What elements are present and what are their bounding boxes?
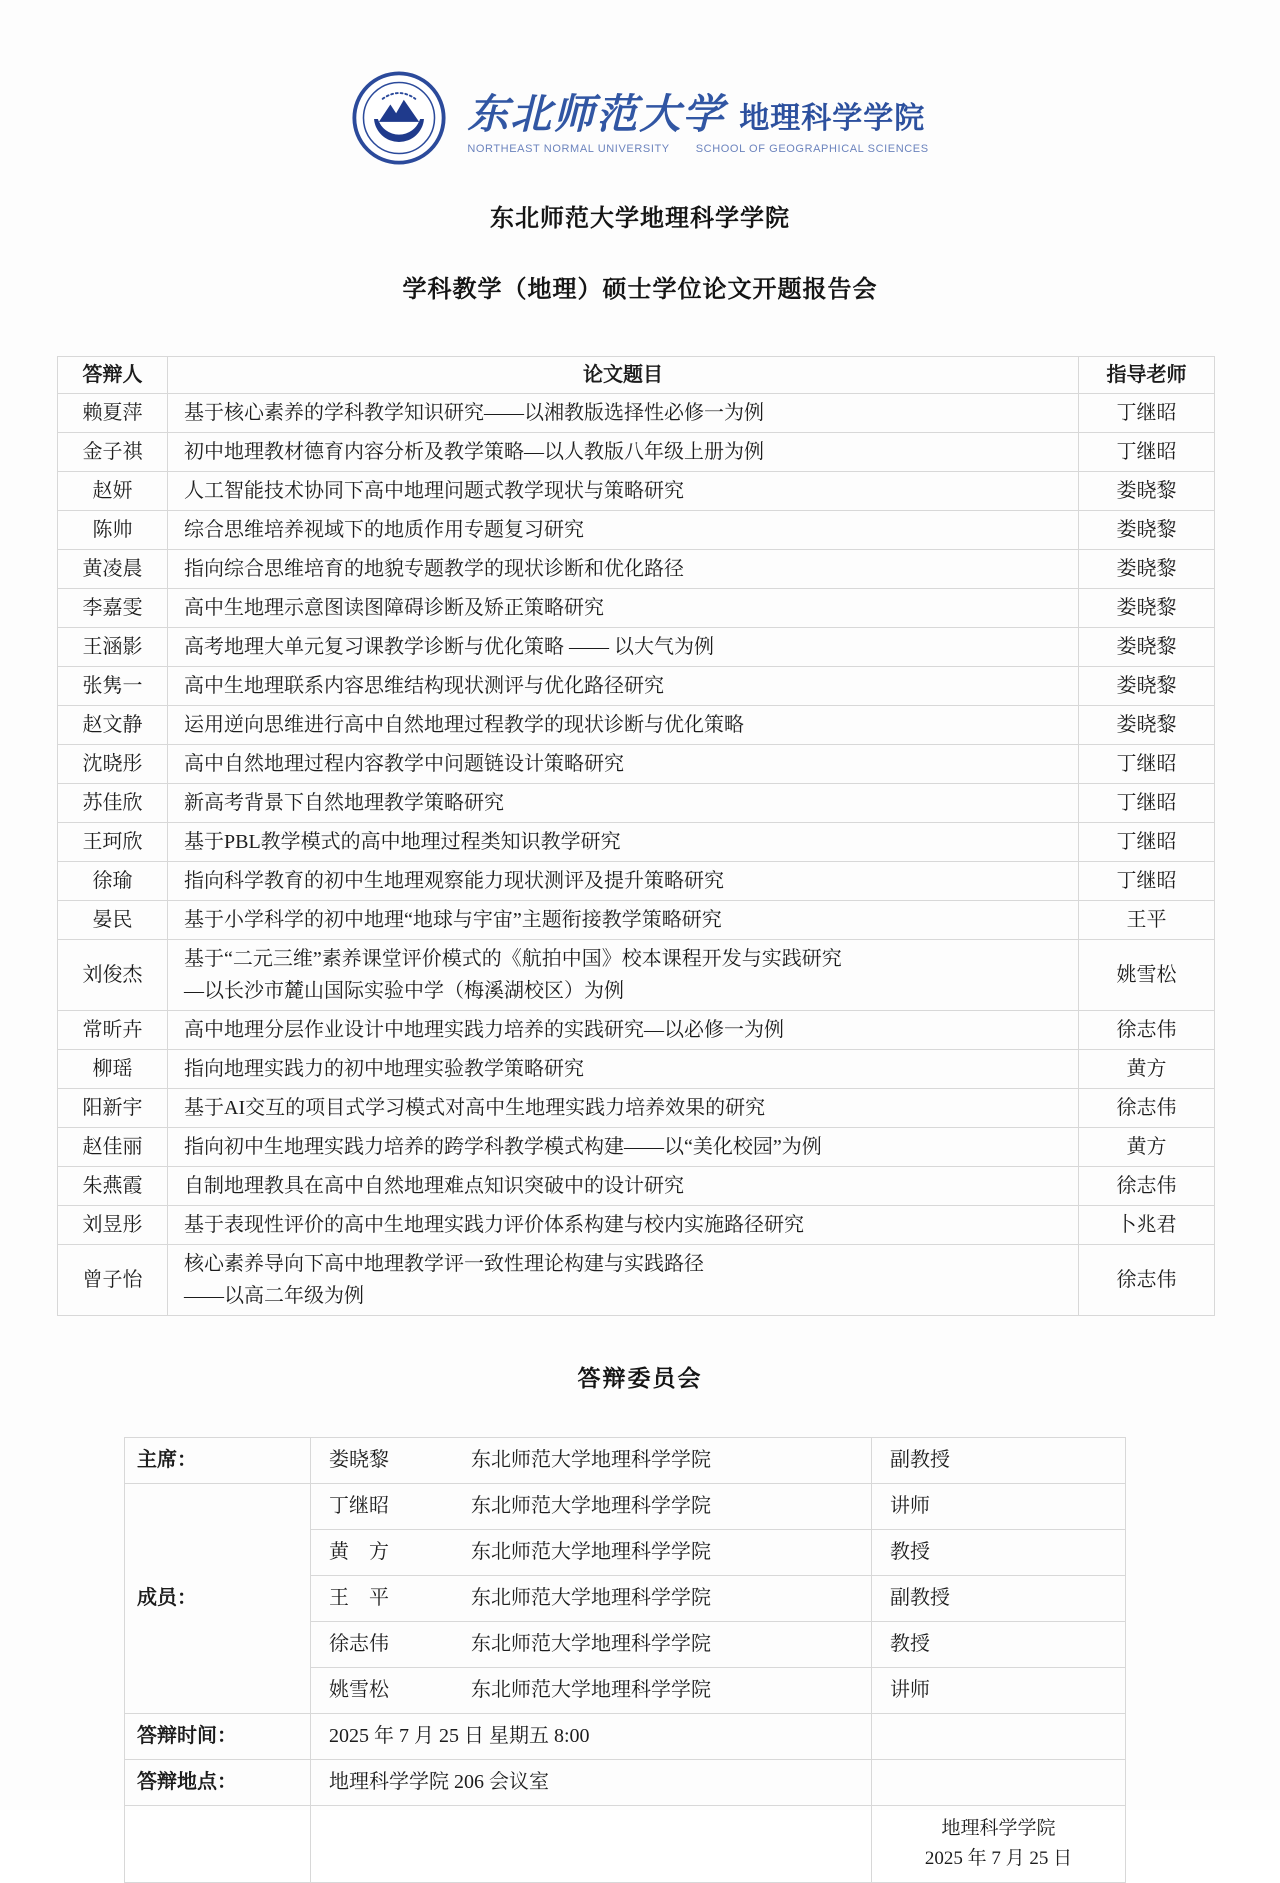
- thesis-row: [58, 1089, 1215, 1128]
- defender-name: 王涵影: [58, 628, 168, 667]
- signature-row: [125, 1806, 1126, 1883]
- thesis-row: [58, 1245, 1215, 1316]
- thesis-title-line1: 指向地理实践力的初中地理实验教学策略研究: [184, 1058, 584, 1080]
- advisor-name: 丁继昭: [1079, 862, 1215, 901]
- thesis-title-line1: 核心素养导向下高中地理教学评一致性理论构建与实践路径: [184, 1253, 704, 1275]
- member-affiliation: 东北师范大学地理科学学院: [471, 1633, 711, 1655]
- defender-name: 徐瑜: [58, 862, 168, 901]
- thesis-row: [58, 745, 1215, 784]
- thesis-title-cell: [168, 1089, 1079, 1128]
- member-label: 成员：: [125, 1484, 311, 1714]
- signature-empty-label: [125, 1806, 311, 1883]
- advisor-name: 娄晓黎: [1079, 550, 1215, 589]
- signature-date: 2025 年 7 月 25 日: [924, 1848, 1073, 1869]
- defender-name: 赵佳丽: [58, 1128, 168, 1167]
- thesis-title-line1: 新高考背景下自然地理教学策略研究: [184, 792, 504, 814]
- thesis-table-header-row: [58, 357, 1215, 394]
- defender-name: 晏民: [58, 901, 168, 940]
- thesis-row: [58, 940, 1215, 1011]
- thesis-row: [58, 511, 1215, 550]
- thesis-row: [58, 1050, 1215, 1089]
- defender-name: 黄凌晨: [58, 550, 168, 589]
- advisor-name: 娄晓黎: [1079, 472, 1215, 511]
- thesis-title-line1: 高考地理大单元复习课教学诊断与优化策略 —— 以大气为例: [184, 636, 714, 658]
- thesis-title-line1: 基于PBL教学模式的高中地理过程类知识教学研究: [184, 831, 621, 853]
- thesis-title-cell: [168, 628, 1079, 667]
- thesis-title-cell: [168, 550, 1079, 589]
- member-affiliation: 东北师范大学地理科学学院: [471, 1587, 711, 1609]
- thesis-row: [58, 1167, 1215, 1206]
- member-info-cell: [311, 1622, 872, 1668]
- defender-name: 朱燕霞: [58, 1167, 168, 1206]
- advisor-name: 娄晓黎: [1079, 511, 1215, 550]
- member-info-cell: [311, 1530, 872, 1576]
- thesis-title-line1: 基于表现性评价的高中生地理实践力评价体系构建与校内实施路径研究: [184, 1214, 804, 1236]
- header-thesis-title: 论文题目: [168, 357, 1079, 394]
- defender-name: 苏佳欣: [58, 784, 168, 823]
- thesis-row: [58, 472, 1215, 511]
- defender-name: 阳新宇: [58, 1089, 168, 1128]
- defender-name: 张隽一: [58, 667, 168, 706]
- thesis-title-cell: [168, 745, 1079, 784]
- thesis-title-cell: [168, 901, 1079, 940]
- member-name: 黄 方: [329, 1541, 389, 1563]
- thesis-title-cell: [168, 433, 1079, 472]
- thesis-title-cell: [168, 706, 1079, 745]
- signature-org: 地理科学学院: [941, 1818, 1056, 1839]
- header-defender: 答辩人: [58, 357, 168, 394]
- defender-name: 赵文静: [58, 706, 168, 745]
- university-seal-icon: [351, 70, 447, 166]
- defender-name: 赵妍: [58, 472, 168, 511]
- thesis-row: [58, 589, 1215, 628]
- advisor-name: 娄晓黎: [1079, 706, 1215, 745]
- thesis-title-line1: 基于核心素养的学科教学知识研究——以湘教版选择性必修一为例: [184, 402, 764, 424]
- thesis-row: [58, 823, 1215, 862]
- advisor-name: 丁继昭: [1079, 745, 1215, 784]
- thesis-title-line1: 基于小学科学的初中地理“地球与宇宙”主题衔接教学策略研究: [184, 909, 722, 931]
- chair-label: 主席：: [125, 1438, 311, 1484]
- thesis-row: [58, 628, 1215, 667]
- thesis-title-line1: 高中生地理联系内容思维结构现状测评与优化路径研究: [184, 675, 664, 697]
- advisor-name: 丁继昭: [1079, 784, 1215, 823]
- thesis-title-cell: [168, 862, 1079, 901]
- thesis-title-cell: [168, 667, 1079, 706]
- thesis-title-line1: 综合思维培养视域下的地质作用专题复习研究: [184, 519, 584, 541]
- page-title: 东北师范大学地理科学学院: [490, 205, 790, 232]
- thesis-title-line2: ——以高二年级为例: [184, 1285, 364, 1307]
- logo-college-name: 地理科学学院: [739, 102, 926, 135]
- thesis-title-line1: 高中生地理示意图读图障碍诊断及矫正策略研究: [184, 597, 604, 619]
- advisor-name: 丁继昭: [1079, 433, 1215, 472]
- thesis-title-cell: [168, 940, 1079, 1011]
- thesis-title-cell: [168, 511, 1079, 550]
- defense-time-empty-cell: [872, 1714, 1126, 1760]
- advisor-name: 娄晓黎: [1079, 667, 1215, 706]
- thesis-table-body: [58, 394, 1215, 1316]
- advisor-name: 娄晓黎: [1079, 589, 1215, 628]
- thesis-title-line1: 高中自然地理过程内容教学中问题链设计策略研究: [184, 753, 624, 775]
- thesis-row: [58, 667, 1215, 706]
- thesis-title-cell: [168, 394, 1079, 433]
- defender-name: 柳瑶: [58, 1050, 168, 1089]
- advisor-name: 丁继昭: [1079, 823, 1215, 862]
- thesis-row: [58, 394, 1215, 433]
- member-affiliation: 东北师范大学地理科学学院: [471, 1495, 711, 1517]
- member-info-cell: [311, 1668, 872, 1714]
- advisor-name: 黄方: [1079, 1050, 1215, 1089]
- thesis-title-line1: 自制地理教具在高中自然地理难点知识突破中的设计研究: [184, 1175, 684, 1197]
- logo-university-name: 东北师范大学: [467, 91, 726, 137]
- defense-location-value: 地理科学学院 206 会议室: [311, 1760, 872, 1806]
- thesis-row: [58, 433, 1215, 472]
- advisor-name: 黄方: [1079, 1128, 1215, 1167]
- defense-time-value: 2025 年 7 月 25 日 星期五 8:00: [311, 1714, 872, 1760]
- chair-info-cell: [311, 1438, 872, 1484]
- thesis-row: [58, 1011, 1215, 1050]
- member-affiliation: 东北师范大学地理科学学院: [471, 1679, 711, 1701]
- committee-chair-row: [125, 1438, 1126, 1484]
- member-rank: 副教授: [872, 1576, 1126, 1622]
- thesis-title-cell: [168, 1167, 1079, 1206]
- member-name: 徐志伟: [329, 1633, 389, 1655]
- thesis-title-line1: 基于AI交互的项目式学习模式对高中生地理实践力培养效果的研究: [184, 1097, 766, 1119]
- thesis-row: [58, 862, 1215, 901]
- thesis-title-line1: 人工智能技术协同下高中地理问题式教学现状与策略研究: [184, 480, 684, 502]
- defense-location-label: 答辩地点：: [125, 1760, 311, 1806]
- signature-cell: [872, 1806, 1126, 1883]
- committee-section-title: 答辩委员会: [577, 1365, 703, 1391]
- defender-name: 李嘉雯: [58, 589, 168, 628]
- thesis-title-line1: 基于“二元三维”素养课堂评价模式的《航拍中国》校本课程开发与实践研究: [184, 948, 842, 970]
- page-subtitle: 学科教学（地理）硕士学位论文开题报告会: [402, 276, 878, 303]
- member-rank: 讲师: [872, 1484, 1126, 1530]
- thesis-title-line1: 高中地理分层作业设计中地理实践力培养的实践研究—以必修一为例: [184, 1019, 784, 1041]
- defender-name: 沈晓彤: [58, 745, 168, 784]
- advisor-name: 王平: [1079, 901, 1215, 940]
- thesis-row: [58, 1206, 1215, 1245]
- defender-name: 刘昱彤: [58, 1206, 168, 1245]
- thesis-title-line1: 指向科学教育的初中生地理观察能力现状测评及提升策略研究: [184, 870, 724, 892]
- thesis-title-cell: [168, 1245, 1079, 1316]
- signature-empty-mid: [311, 1806, 872, 1883]
- defense-location-row: [125, 1760, 1126, 1806]
- member-affiliation: 东北师范大学地理科学学院: [471, 1541, 711, 1563]
- advisor-name: 娄晓黎: [1079, 628, 1215, 667]
- chair-affiliation: 东北师范大学地理科学学院: [471, 1449, 711, 1471]
- logo-text: [467, 81, 928, 155]
- defender-name: 曾子怡: [58, 1245, 168, 1316]
- thesis-row: [58, 1128, 1215, 1167]
- logo-block: [0, 0, 1280, 166]
- chair-name: 娄晓黎: [329, 1449, 389, 1471]
- thesis-row: [58, 784, 1215, 823]
- member-name: 王 平: [329, 1587, 389, 1609]
- thesis-title-cell: [168, 1128, 1079, 1167]
- member-rank: 教授: [872, 1622, 1126, 1668]
- thesis-row: [58, 901, 1215, 940]
- thesis-title-line1: 指向综合思维培育的地貌专题教学的现状诊断和优化路径: [184, 558, 684, 580]
- committee-member-row: [125, 1484, 1126, 1530]
- defender-name: 王珂欣: [58, 823, 168, 862]
- advisor-name: 徐志伟: [1079, 1089, 1215, 1128]
- member-name: 丁继昭: [329, 1495, 389, 1517]
- member-info-cell: [311, 1484, 872, 1530]
- advisor-name: 卜兆君: [1079, 1206, 1215, 1245]
- defense-time-row: [125, 1714, 1126, 1760]
- thesis-title-line1: 运用逆向思维进行高中自然地理过程教学的现状诊断与优化策略: [184, 714, 744, 736]
- thesis-title-cell: [168, 1011, 1079, 1050]
- defense-time-label: 答辩时间：: [125, 1714, 311, 1760]
- logo-college-name-en: SCHOOL OF GEOGRAPHICAL SCIENCES: [695, 143, 929, 155]
- advisor-name: 丁继昭: [1079, 394, 1215, 433]
- defender-name: 陈帅: [58, 511, 168, 550]
- advisor-name: 姚雪松: [1079, 940, 1215, 1011]
- thesis-title-cell: [168, 1206, 1079, 1245]
- thesis-row: [58, 706, 1215, 745]
- thesis-title-line2: —以长沙市麓山国际实验中学（梅溪湖校区）为例: [184, 980, 624, 1002]
- committee-table: [124, 1437, 1126, 1883]
- thesis-title-cell: [168, 784, 1079, 823]
- defense-location-empty-cell: [872, 1760, 1126, 1806]
- advisor-name: 徐志伟: [1079, 1167, 1215, 1206]
- header-advisor: 指导老师: [1079, 357, 1215, 394]
- defender-name: 金子祺: [58, 433, 168, 472]
- thesis-row: [58, 550, 1215, 589]
- thesis-title-cell: [168, 472, 1079, 511]
- advisor-name: 徐志伟: [1079, 1011, 1215, 1050]
- logo-university-name-en: NORTHEAST NORMAL UNIVERSITY: [467, 143, 670, 155]
- thesis-table: [57, 356, 1215, 1316]
- thesis-title-cell: [168, 1050, 1079, 1089]
- thesis-title-cell: [168, 589, 1079, 628]
- chair-rank: 副教授: [872, 1438, 1126, 1484]
- defender-name: 刘俊杰: [58, 940, 168, 1011]
- member-name: 姚雪松: [329, 1679, 389, 1701]
- defender-name: 赖夏萍: [58, 394, 168, 433]
- member-rank: 讲师: [872, 1668, 1126, 1714]
- member-rank: 教授: [872, 1530, 1126, 1576]
- member-info-cell: [311, 1576, 872, 1622]
- thesis-title-line1: 初中地理教材德育内容分析及教学策略—以人教版八年级上册为例: [184, 441, 764, 463]
- advisor-name: 徐志伟: [1079, 1245, 1215, 1316]
- thesis-title-cell: [168, 823, 1079, 862]
- thesis-title-line1: 指向初中生地理实践力培养的跨学科教学模式构建——以“美化校园”为例: [184, 1136, 822, 1158]
- defender-name: 常昕卉: [58, 1011, 168, 1050]
